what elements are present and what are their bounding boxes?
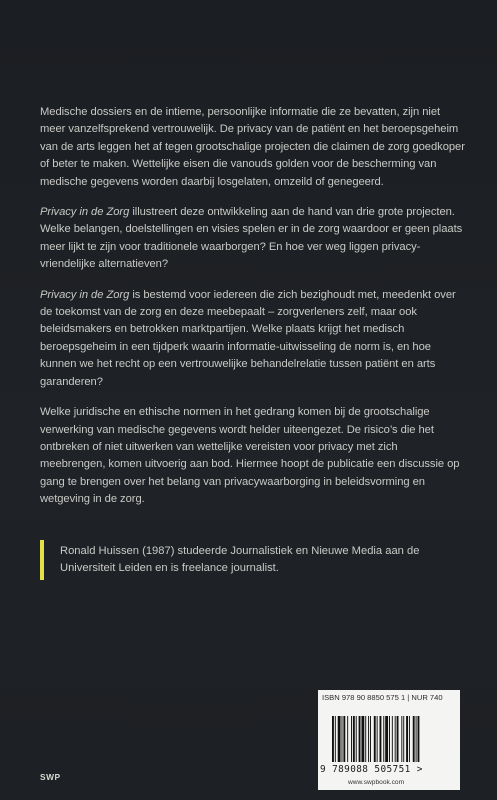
barcode-panel	[318, 690, 460, 790]
author-bio: Ronald Huissen (1987) studeerde Journalistiek en Nieuwe Media aan de Universiteit Leiden en is freelance journalist.	[60, 545, 420, 575]
blurb-paragraph-3-text: is bestemd voor iedereen die zich bezighoudt met, meedenkt over de toekomst van de zorg en deze meebepaalt – zorgverleners zelf, maar ook beleidsmakers en betrokken marktpartijen. Welke plaats krijgt het medisch beroepsgeheim in een tijdperk waarin informatie-uitwisseling de norm is, en hoe kunnen we het recht op een vertrouwelijke behandelrelatie tussen patiënt en arts garanderen?	[40, 288, 456, 388]
isbn-label: ISBN 978 90 8850 575 1 | NUR 740	[322, 693, 443, 702]
accent-bar	[40, 540, 44, 580]
author-note	[40, 540, 465, 580]
blurb-paragraph-2	[40, 204, 465, 274]
barcode-bars	[332, 716, 450, 762]
book-title-italic: Privacy in de Zorg	[40, 206, 130, 219]
barcode-digits: 9 789088 505751 >	[320, 764, 423, 775]
publisher-website: www.swpbook.com	[348, 779, 405, 786]
blurb-paragraph-4: Welke juridische en ethische normen in het gedrang komen bij de grootschalige verwerking van medische gegevens wordt helder uiteengezet. De risico’s die het ontbreken of niet uitwerken van wettelijke vereisten voor privacy met zich meebrengen, komen uitvoerig aan bod. Hiermee hoopt de publicatie een discussie op gang te brengen over het belang van privacywaarborging in beleidsvorming en wetgeving in de zorg.	[40, 406, 460, 506]
blurb-paragraph-1: Medische dossiers en de intieme, persoonlijke informatie die ze bevatten, zijn niet meer vanzelfsprekend vertrouwelijk. De privacy van de patiënt en het beroepsgeheim van de arts leggen het af tegen grootschalige projecten die claimen de zorg goedkoper of beter te maken. Wettelijke eisen die vanouds golden voor de bescherming van medische gegevens worden daarbij losgelaten, omzeild of genegeerd.	[40, 106, 465, 188]
blurb-paragraph-2-text: illustreert deze ontwikkeling aan de hand van drie grote projecten. Welke belangen, doelstellingen en visies spelen er in de zorg waardoor er geen plaats meer lijkt te zijn voor traditionele waarborgen? En hoe ver weg liggen privacy-vriendelijke alternatieven?	[40, 206, 463, 271]
blurb-text	[40, 104, 465, 522]
book-title-italic: Privacy in de Zorg	[40, 288, 130, 301]
publisher-logo: SWP	[40, 772, 61, 782]
blurb-paragraph-3	[40, 287, 465, 391]
